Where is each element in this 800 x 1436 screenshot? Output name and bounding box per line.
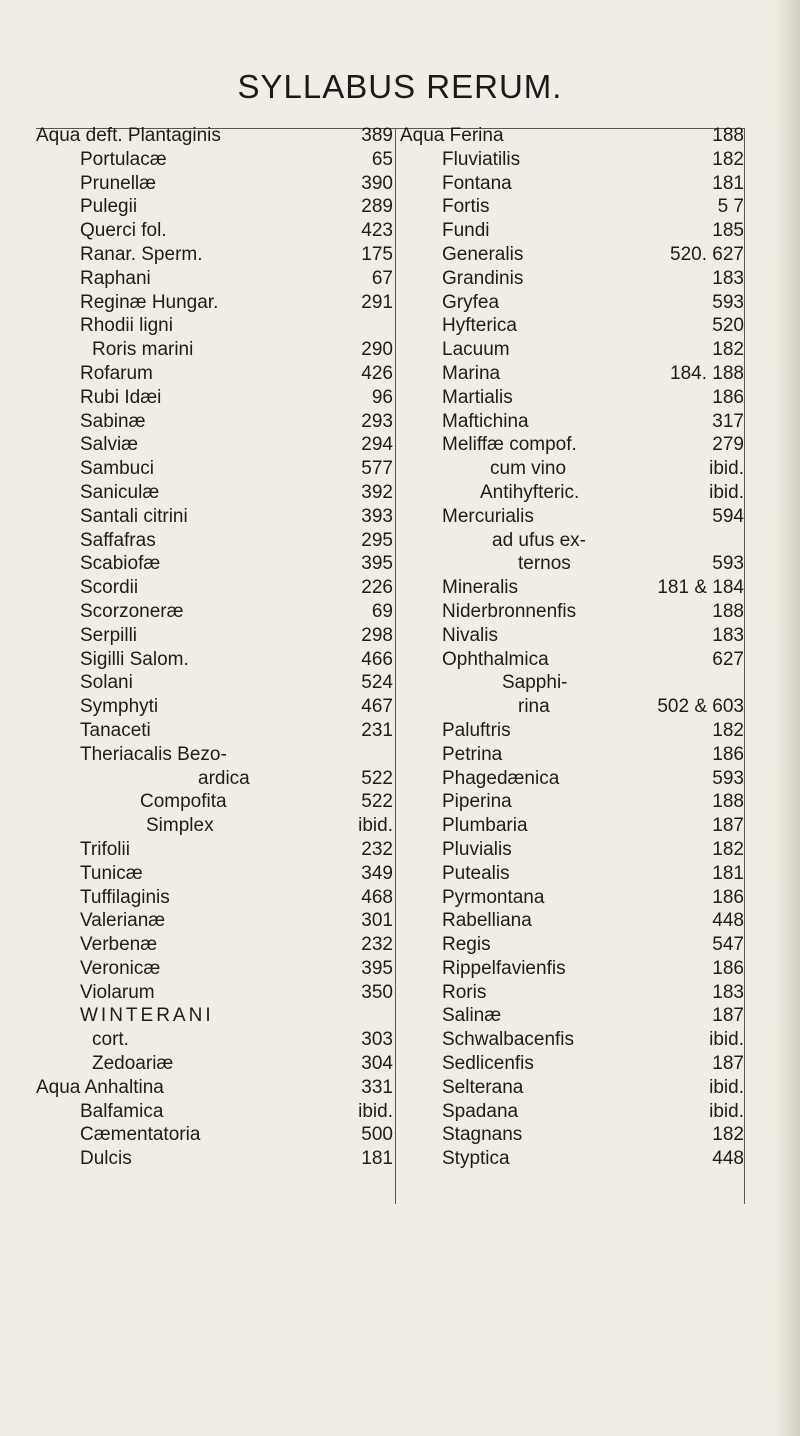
entry-page-ref: 395 <box>361 553 393 575</box>
entry-term: Fortis <box>442 196 490 218</box>
entry-page-ref: 65 <box>371 148 393 170</box>
index-entry <box>400 1100 744 1124</box>
index-entry <box>400 386 744 410</box>
index-entry <box>36 505 395 529</box>
index-entry <box>36 172 395 196</box>
entry-term: Zedoariæ <box>92 1053 174 1075</box>
entry-page-ref: 175 <box>361 243 393 265</box>
entry-term: Veronicæ <box>80 957 161 979</box>
entry-term: Sambuci <box>80 458 154 480</box>
entry-page-ref: 577 <box>361 458 393 480</box>
index-entry <box>400 695 744 719</box>
entry-page-ref: 522 <box>361 767 393 789</box>
entry-page-ref: 182 <box>712 148 744 170</box>
index-column-left <box>36 124 395 1171</box>
index-entry <box>400 267 744 291</box>
entry-page-ref: 226 <box>361 577 393 599</box>
entry-term: Rhodii ligni <box>80 315 173 337</box>
index-entry <box>400 219 744 243</box>
entry-term: Paluftris <box>442 719 511 741</box>
index-entry <box>36 386 395 410</box>
entry-term: Meliffæ compof. <box>442 434 577 456</box>
entry-page-ref: 392 <box>361 481 393 503</box>
index-entry <box>400 148 744 172</box>
entry-term: Scabiofæ <box>80 553 161 575</box>
entry-term: Sedlicenfis <box>442 1053 534 1075</box>
index-entry <box>36 314 395 338</box>
index-entry <box>36 886 395 910</box>
entry-page-ref: ibid. <box>709 458 744 480</box>
entry-page-ref: ibid. <box>709 1100 744 1122</box>
index-entry <box>400 433 744 457</box>
index-entry <box>400 957 744 981</box>
entry-term: Piperina <box>442 791 512 813</box>
column-divider <box>395 128 396 1204</box>
index-entry <box>400 981 744 1005</box>
entry-term: Simplex <box>146 815 214 837</box>
entry-term: Prunellæ <box>80 172 157 194</box>
entry-term: Roris <box>442 981 487 1003</box>
index-entry <box>400 314 744 338</box>
index-entry <box>36 267 395 291</box>
index-entry <box>36 814 395 838</box>
entry-page-ref: 185 <box>712 220 744 242</box>
entry-term: ardica <box>198 767 250 789</box>
entry-page-ref: 594 <box>712 505 744 527</box>
index-entry <box>400 862 744 886</box>
entry-term: Nivalis <box>442 624 498 646</box>
entry-term: Aqua Anhaltina <box>36 1076 164 1098</box>
index-entry <box>400 1028 744 1052</box>
entry-term: Maftichina <box>442 410 529 432</box>
entry-page-ref: 393 <box>361 505 393 527</box>
index-entry <box>36 695 395 719</box>
entry-term: Selterana <box>442 1076 524 1098</box>
index-entry <box>400 124 744 148</box>
entry-page-ref: 289 <box>361 196 393 218</box>
entry-page-ref: 390 <box>361 172 393 194</box>
entry-term: Querci fol. <box>80 220 167 242</box>
entry-term: Sabinæ <box>80 410 146 432</box>
index-entry <box>36 481 395 505</box>
entry-term: Compofita <box>140 791 227 813</box>
entry-page-ref: 395 <box>361 957 393 979</box>
entry-page-ref: 593 <box>712 553 744 575</box>
entry-page-ref: 181 <box>712 172 744 194</box>
entry-page-ref: 183 <box>712 267 744 289</box>
entry-page-ref: 186 <box>712 386 744 408</box>
index-entry <box>36 719 395 743</box>
entry-page-ref: 188 <box>712 791 744 813</box>
entry-term: Generalis <box>442 243 524 265</box>
index-entry <box>400 814 744 838</box>
index-entry <box>400 1123 744 1147</box>
entry-page-ref: 350 <box>361 981 393 1003</box>
index-entry <box>36 743 395 767</box>
index-entry <box>400 624 744 648</box>
entry-term: Trifolii <box>80 838 130 860</box>
entry-term: Theriacalis Bezo- <box>80 743 227 765</box>
entry-page-ref: 524 <box>361 672 393 694</box>
entry-term: Cæmentatoria <box>80 1124 201 1146</box>
entry-page-ref: 547 <box>712 934 744 956</box>
index-entry <box>400 909 744 933</box>
entry-term: Sapphi- <box>502 672 568 694</box>
entry-page-ref: 303 <box>361 1029 393 1051</box>
index-entry <box>36 909 395 933</box>
index-entry <box>400 505 744 529</box>
index-entry <box>400 243 744 267</box>
entry-page-ref: 293 <box>361 410 393 432</box>
index-entry <box>400 338 744 362</box>
index-entry <box>36 1052 395 1076</box>
index-entry <box>400 1147 744 1171</box>
entry-page-ref: 294 <box>361 434 393 456</box>
index-entry <box>400 291 744 315</box>
entry-page-ref: 187 <box>712 1005 744 1027</box>
entry-term: Rofarum <box>80 362 153 384</box>
entry-term: WINTERANI <box>80 1005 214 1027</box>
entry-term: Ophthalmica <box>442 648 549 670</box>
index-entry <box>36 790 395 814</box>
entry-page-ref: 5 7 <box>717 196 744 218</box>
entry-page-ref: 188 <box>712 125 744 146</box>
index-column-right <box>400 124 744 1171</box>
index-entry <box>400 790 744 814</box>
entry-term: Rubi Idæi <box>80 386 162 408</box>
index-entry <box>36 362 395 386</box>
entry-page-ref: 593 <box>712 291 744 313</box>
entry-term: ad ufus ex- <box>492 529 586 551</box>
entry-page-ref: 186 <box>712 743 744 765</box>
index-entry <box>36 862 395 886</box>
entry-term: Scorzoneræ <box>80 600 184 622</box>
entry-page-ref: 448 <box>712 1148 744 1170</box>
right-margin-line <box>744 128 745 1204</box>
index-entry <box>400 886 744 910</box>
entry-term: Lacuum <box>442 339 510 361</box>
entry-term: Petrina <box>442 743 503 765</box>
index-entry <box>36 576 395 600</box>
index-entry <box>400 457 744 481</box>
entry-term: Balfamica <box>80 1100 164 1122</box>
index-entry <box>400 362 744 386</box>
entry-page-ref: 231 <box>361 719 393 741</box>
entry-term: Tanaceti <box>80 719 151 741</box>
entry-page-ref: 426 <box>361 362 393 384</box>
entry-term: Antihyfteric. <box>480 481 580 503</box>
entry-page-ref: 502 & 603 <box>657 696 744 718</box>
index-entry <box>400 648 744 672</box>
entry-term: Solani <box>80 672 133 694</box>
index-entry <box>400 671 744 695</box>
entry-term: Niderbronnenfis <box>442 600 577 622</box>
index-entry <box>400 767 744 791</box>
entry-page-ref: 188 <box>712 600 744 622</box>
entry-page-ref: 467 <box>361 696 393 718</box>
entry-term: Raphani <box>80 267 151 289</box>
entry-page-ref: 522 <box>361 791 393 813</box>
entry-page-ref: 183 <box>712 624 744 646</box>
entry-page-ref: 187 <box>712 1053 744 1075</box>
entry-page-ref: 182 <box>712 719 744 741</box>
entry-term: Mineralis <box>442 577 519 599</box>
entry-page-ref: 466 <box>361 648 393 670</box>
entry-page-ref: ibid. <box>358 1100 393 1122</box>
entry-page-ref: 69 <box>371 600 393 622</box>
index-entry <box>400 933 744 957</box>
index-entry <box>36 1004 395 1028</box>
entry-term: Salinæ <box>442 1005 502 1027</box>
entry-term: Fluviatilis <box>442 148 521 170</box>
entry-term: Pulegii <box>80 196 138 218</box>
index-entry <box>36 243 395 267</box>
index-entry <box>36 291 395 315</box>
index-entry <box>400 529 744 553</box>
index-entry <box>36 195 395 219</box>
entry-page-ref: 317 <box>712 410 744 432</box>
entry-term: Serpilli <box>80 624 138 646</box>
index-entry <box>36 933 395 957</box>
index-entry <box>400 1076 744 1100</box>
entry-page-ref: 187 <box>712 815 744 837</box>
index-entry <box>36 219 395 243</box>
entry-term: Fontana <box>442 172 512 194</box>
entry-term: cum vino <box>490 458 567 480</box>
entry-page-ref: 186 <box>712 886 744 908</box>
entry-page-ref: 279 <box>712 434 744 456</box>
entry-term: Styptica <box>442 1148 510 1170</box>
entry-term: Saniculæ <box>80 481 160 503</box>
index-entry <box>36 457 395 481</box>
entry-term: Stagnans <box>442 1124 523 1146</box>
entry-term: Rippelfavienfis <box>442 957 566 979</box>
entry-page-ref: 181 & 184 <box>657 577 744 599</box>
entry-page-ref: 301 <box>361 910 393 932</box>
entry-page-ref: 331 <box>361 1076 393 1098</box>
entry-term: Spadana <box>442 1100 519 1122</box>
entry-term: Scordii <box>80 577 139 599</box>
entry-page-ref: ibid. <box>709 481 744 503</box>
entry-term: Hyfterica <box>442 315 517 337</box>
entry-term: Sigilli Salom. <box>80 648 189 670</box>
entry-term: Tunicæ <box>80 862 143 884</box>
index-entry <box>36 600 395 624</box>
entry-term: Reginæ Hungar. <box>80 291 219 313</box>
entry-term: Dulcis <box>80 1148 132 1170</box>
entry-page-ref: 184. 188 <box>670 362 744 384</box>
index-entry <box>36 433 395 457</box>
entry-term: Rabelliana <box>442 910 532 932</box>
index-entry <box>36 148 395 172</box>
entry-term: Phagedænica <box>442 767 560 789</box>
entry-page-ref: 182 <box>712 1124 744 1146</box>
index-entry <box>400 552 744 576</box>
index-entry <box>36 1028 395 1052</box>
entry-page-ref: 593 <box>712 767 744 789</box>
entry-term: Martialis <box>442 386 513 408</box>
entry-term: Putealis <box>442 862 510 884</box>
entry-page-ref: 182 <box>712 339 744 361</box>
index-entry <box>36 410 395 434</box>
entry-page-ref: 181 <box>361 1148 393 1170</box>
entry-page-ref: 295 <box>361 529 393 551</box>
entry-term: Grandinis <box>442 267 524 289</box>
entry-term: Saffafras <box>80 529 156 551</box>
entry-page-ref: 182 <box>712 838 744 860</box>
entry-term: ternos <box>518 553 571 575</box>
index-entry <box>36 1123 395 1147</box>
page-header: SYLLABUS RERUM. <box>237 68 563 105</box>
index-entry <box>400 1004 744 1028</box>
index-entry <box>400 481 744 505</box>
entry-page-ref: 500 <box>361 1124 393 1146</box>
index-entry <box>36 552 395 576</box>
entry-page-ref: 304 <box>361 1053 393 1075</box>
entry-term: Mercurialis <box>442 505 534 527</box>
index-entry <box>36 767 395 791</box>
entry-page-ref: 183 <box>712 981 744 1003</box>
entry-page-ref: 291 <box>361 291 393 313</box>
entry-page-ref: 349 <box>361 862 393 884</box>
index-entry <box>36 624 395 648</box>
entry-page-ref: ibid. <box>709 1029 744 1051</box>
entry-page-ref: ibid. <box>358 815 393 837</box>
entry-page-ref: 389 <box>361 125 393 146</box>
index-entry <box>36 1147 395 1171</box>
index-entry <box>36 671 395 695</box>
entry-term: Pluvialis <box>442 838 512 860</box>
entry-term: rina <box>518 696 550 718</box>
entry-page-ref: 67 <box>371 267 393 289</box>
index-entry <box>400 1052 744 1076</box>
entry-page-ref: 627 <box>712 648 744 670</box>
entry-term: Aqua deft. Plantaginis <box>36 125 221 146</box>
entry-term: cort. <box>92 1029 129 1051</box>
entry-page-ref: 290 <box>361 339 393 361</box>
entry-term: Santali citrini <box>80 505 188 527</box>
index-entry <box>36 838 395 862</box>
entry-term: Plumbaria <box>442 815 528 837</box>
entry-term: Marina <box>442 362 501 384</box>
index-entry <box>36 1076 395 1100</box>
index-entry <box>400 600 744 624</box>
index-entry <box>400 195 744 219</box>
index-entry <box>36 981 395 1005</box>
entry-term: Fundi <box>442 220 490 242</box>
index-entry <box>400 576 744 600</box>
entry-page-ref: 96 <box>371 386 393 408</box>
page-edge-shadow <box>774 0 800 1436</box>
entry-page-ref: 468 <box>361 886 393 908</box>
entry-term: Aqua Ferina <box>400 125 504 146</box>
entry-page-ref: 181 <box>712 862 744 884</box>
index-entry <box>400 410 744 434</box>
entry-term: Symphyti <box>80 696 159 718</box>
index-entry <box>36 124 395 148</box>
entry-page-ref: 186 <box>712 957 744 979</box>
entry-term: Salviæ <box>80 434 139 456</box>
entry-term: Schwalbacenfis <box>442 1029 575 1051</box>
index-entry <box>400 743 744 767</box>
entry-term: Tuffilaginis <box>80 886 170 908</box>
index-entry <box>400 838 744 862</box>
entry-term: Portulacæ <box>80 148 167 170</box>
entry-page-ref: 520 <box>712 315 744 337</box>
index-entry <box>400 719 744 743</box>
index-entry <box>36 1100 395 1124</box>
index-entry <box>36 957 395 981</box>
entry-term: Violarum <box>80 981 155 1003</box>
entry-page-ref: 448 <box>712 910 744 932</box>
entry-page-ref: 423 <box>361 220 393 242</box>
entry-term: Roris marini <box>92 339 194 361</box>
entry-term: Pyrmontana <box>442 886 545 908</box>
index-entry <box>36 648 395 672</box>
index-entry <box>36 338 395 362</box>
entry-page-ref: 232 <box>361 838 393 860</box>
entry-term: Gryfea <box>442 291 500 313</box>
entry-page-ref: 520. 627 <box>670 243 744 265</box>
entry-page-ref: 232 <box>361 934 393 956</box>
entry-page-ref: ibid. <box>709 1076 744 1098</box>
entry-term: Verbenæ <box>80 934 158 956</box>
entry-term: Valerianæ <box>80 910 166 932</box>
entry-page-ref: 298 <box>361 624 393 646</box>
entry-term: Regis <box>442 934 491 956</box>
index-entry <box>36 529 395 553</box>
index-entry <box>400 172 744 196</box>
entry-term: Ranar. Sperm. <box>80 243 203 265</box>
